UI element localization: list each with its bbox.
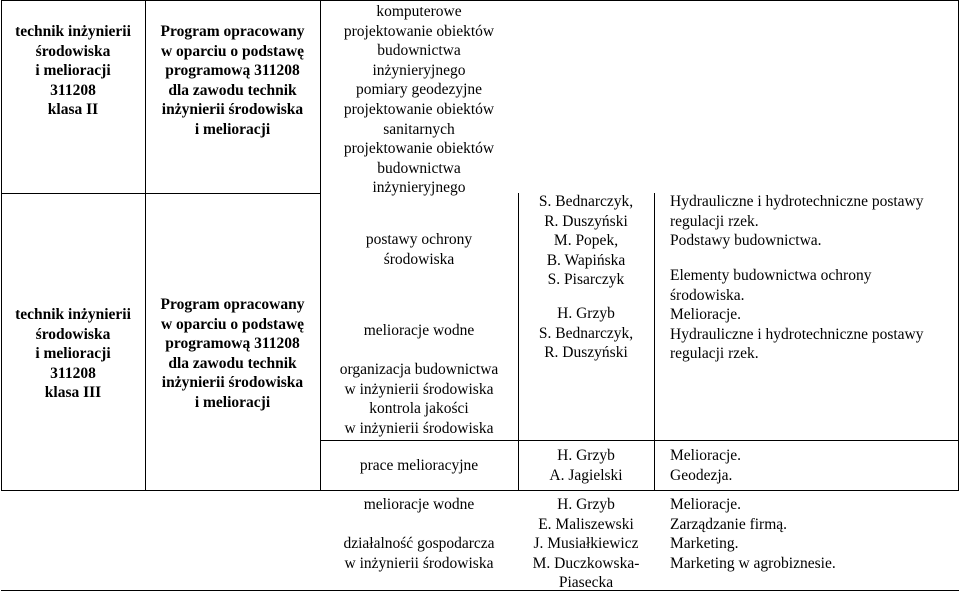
authors-prace: H. Grzyb A. Jagielski (549, 447, 623, 484)
subjects-class2: komputerowe projektowanie obiektów budownictwa inżynieryjnego pomiary geodezyjne projektowanie obiektów sanitarnych projektowanie obiektów budownictwa inżynieryjnego (343, 3, 495, 197)
authors-last: H. Grzyb E. Maliszewski J. Musiałkiewicz M. Duczkowska- Piasecka (532, 496, 640, 592)
subjects-class3-b: melioracje wodne (363, 322, 475, 339)
col-border-4 (654, 193, 655, 490)
row-divider-class2-class3 (1, 193, 320, 194)
subjects-last: melioracje wodne działalność gospodarcza w inżynierii środowiska (343, 496, 495, 572)
specialty-class3: technik inżynierii środowiska i melioracji 311208 klasa III (15, 306, 131, 402)
titles-prace: Melioracje. Geodezja. (670, 447, 742, 484)
authors-class3-b: H. Grzyb S. Bednarczyk, R. Duszyński (538, 305, 634, 362)
col-border-right (958, 0, 959, 490)
authors-class3-a: S. Bednarczyk, R. Duszyński M. Popek, B. Wapińska S. Pisarczyk (538, 193, 634, 289)
titles-last: Melioracje. Zarządzanie firmą. Marketing. Marketing w agrobiznesie. (670, 496, 836, 572)
program-class2: Program opracowany w oparciu o podstawę programową 311208 dla zawodu technik inżynierii środowiska i melioracji (160, 23, 305, 138)
row-divider-class3-prace (320, 440, 959, 441)
row-divider-prace-last (1, 490, 959, 491)
program-class3: Program opracowany w oparciu o podstawę programową 311208 dla zawodu technik inżynierii środowiska i melioracji (160, 296, 305, 411)
specialty-class2: technik inżynierii środowiska i melioracji 311208 klasa II (15, 23, 131, 119)
subject-prace: prace melioracyjne (359, 457, 479, 474)
subjects-class3-c: organizacja budownictwa w inżynierii środowiska kontrola jakości w inżynierii środowiska (339, 361, 499, 437)
subjects-class3-a: postawy ochrony środowiska (365, 231, 473, 268)
titles-class3-b: Elementy budownictwa ochrony środowiska. Melioracje. Hydrauliczne i hydrotechniczne postawy regulacji rzek. (670, 267, 924, 363)
titles-class3-a: Hydrauliczne i hydrotechniczne postawy regulacji rzek. Podstawy budownictwa. (670, 193, 924, 250)
